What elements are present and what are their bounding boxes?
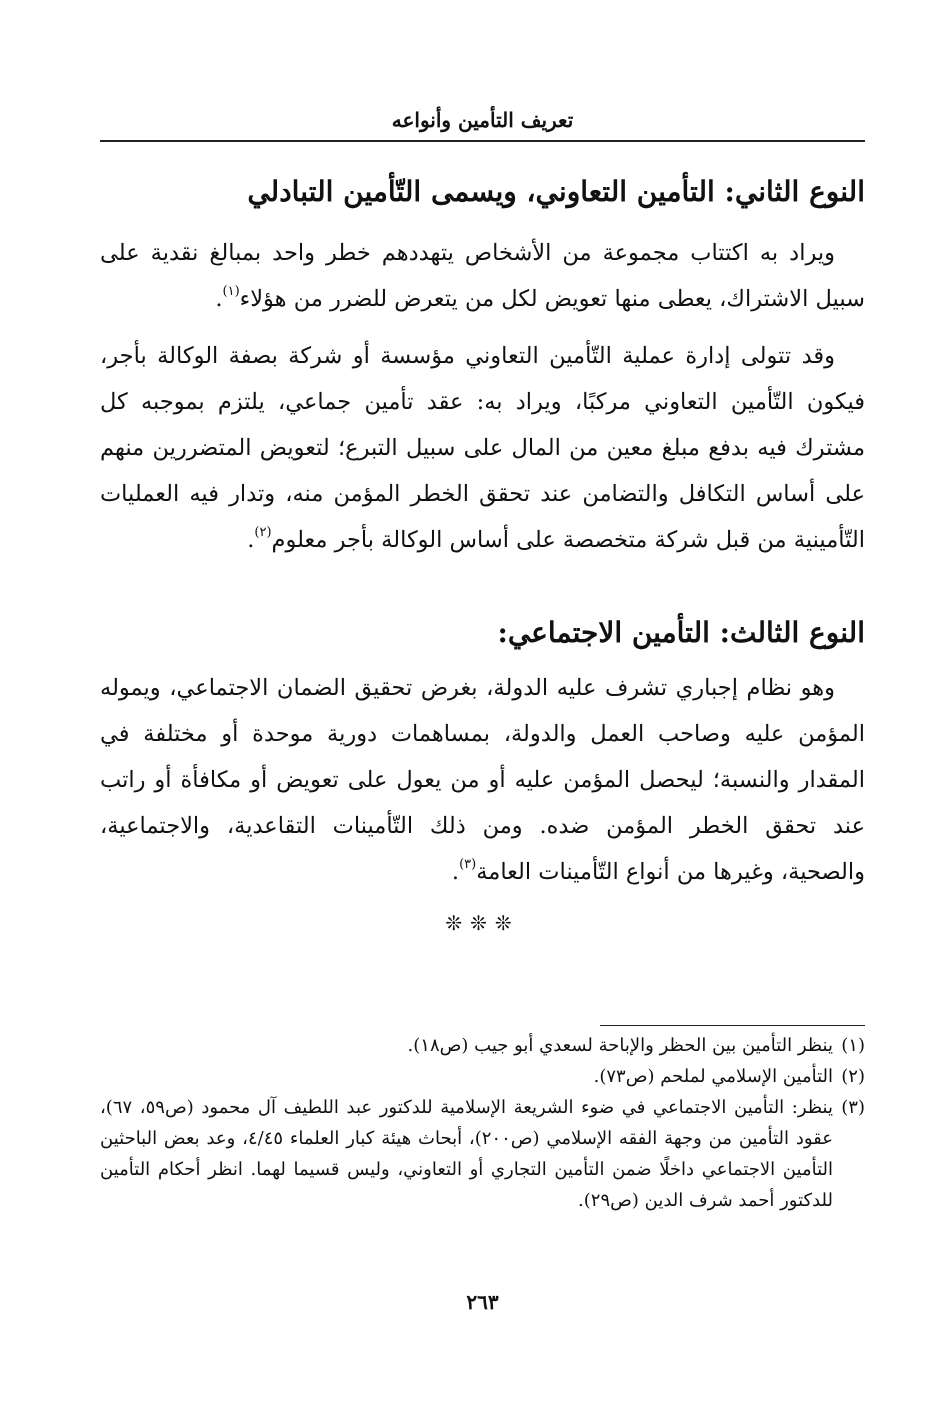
paragraph-text: وقد تتولى إدارة عملية التّأمين التعاوني مؤسسة أو شركة بصفة الوكالة بأجر، فيكون التّأمين التعاوني مركبًا، ويراد به: عقد تأمين جماعي، يلتزم بموجبه كل مشترك فيه بدفع مبلغ معين من المال على سبيل التبرع؛ لتعويض المتضررين منهم على أساس التكافل والتضامن عند تحقق الخطر المؤمن منه، وتدار فيه العمليات التّأمينية من قبل شركة متخصصة على أساس الوكالة بأجر معلوم — [100, 343, 865, 553]
footnote-text: ينظر: التأمين الاجتماعي في ضوء الشريعة الإسلامية للدكتور عبد اللطيف آل محمود (ص٥٩، ٦٧)، عقود التأمين من وجهة الفقه الإسلامي (ص٢٠٠)، أبحاث هيئة كبار العلماء ٤/٤٥، وعد بعض الباحثين التأمين الاجتماعي داخلًا ضمن التأمين التجاري أو التعاوني، وليس قسيما لهما. انظر أحكام التأمين للدكتور أحمد شرف الدين (ص٢٩). — [100, 1097, 833, 1211]
page-number: ٢٦٣ — [466, 1290, 499, 1314]
paragraph-end: . — [451, 859, 460, 885]
section-heading-cooperative: النوع الثاني: التأمين التعاوني، ويسمى التّأمين التبادلي — [247, 175, 865, 208]
footnote-item — [100, 1030, 865, 1061]
paragraph-text: وهو نظام إجباري تشرف عليه الدولة، بغرض تحقيق الضمان الاجتماعي، ويموله المؤمن عليه وصاحب العمل والدولة، بمساهمات دورية موحدة أو مختلفة في المقدار والنسبة؛ ليحصل المؤمن عليه أو من يعول على تعويض أو مكافأة أو راتب عند تحقق الخطر المؤمن ضده. ومن ذلك التّأمينات التقاعدية، والاجتماعية، والصحية، وغيرها من أنواع التّأمينات العامة — [100, 675, 865, 885]
book-page — [100, 100, 865, 1330]
footnote-text: التأمين الإسلامي لملحم (ص٧٣). — [593, 1066, 833, 1087]
footnote-divider — [600, 1025, 865, 1026]
footnote-item — [100, 1061, 865, 1092]
footnote-number: (٣) — [841, 1097, 865, 1118]
paragraph-social-definition — [100, 665, 865, 895]
footnote-item — [100, 1092, 865, 1216]
footnote-mark: (٢) — [254, 525, 272, 540]
paragraph-end: . — [215, 286, 223, 312]
footnote-mark: (٣) — [459, 857, 477, 872]
paragraph-text: ويراد به اكتتاب مجموعة من الأشخاص يتهددهم خطر واحد بمبالغ نقدية على سبيل الاشتراك، يعطى منها تعويض لكل من يتعرض للضرر من هؤلاء — [100, 240, 865, 312]
footnote-mark: (١) — [222, 284, 240, 299]
paragraph-cooperative-definition — [100, 230, 865, 322]
section-separator: ❊❊❊ — [445, 911, 520, 935]
paragraph-end: . — [247, 527, 255, 553]
footnote-text: ينظر التأمين بين الحظر والإباحة لسعدي أبو جيب (ص١٨). — [407, 1035, 833, 1056]
paragraph-cooperative-management — [100, 333, 865, 563]
footnote-number: (١) — [841, 1035, 865, 1056]
footnote-number: (٢) — [841, 1066, 865, 1087]
section-heading-social: النوع الثالث: التأمين الاجتماعي: — [497, 616, 865, 649]
running-head: تعريف التأمين وأنواعه — [100, 100, 865, 142]
footnotes-list — [100, 1030, 865, 1216]
